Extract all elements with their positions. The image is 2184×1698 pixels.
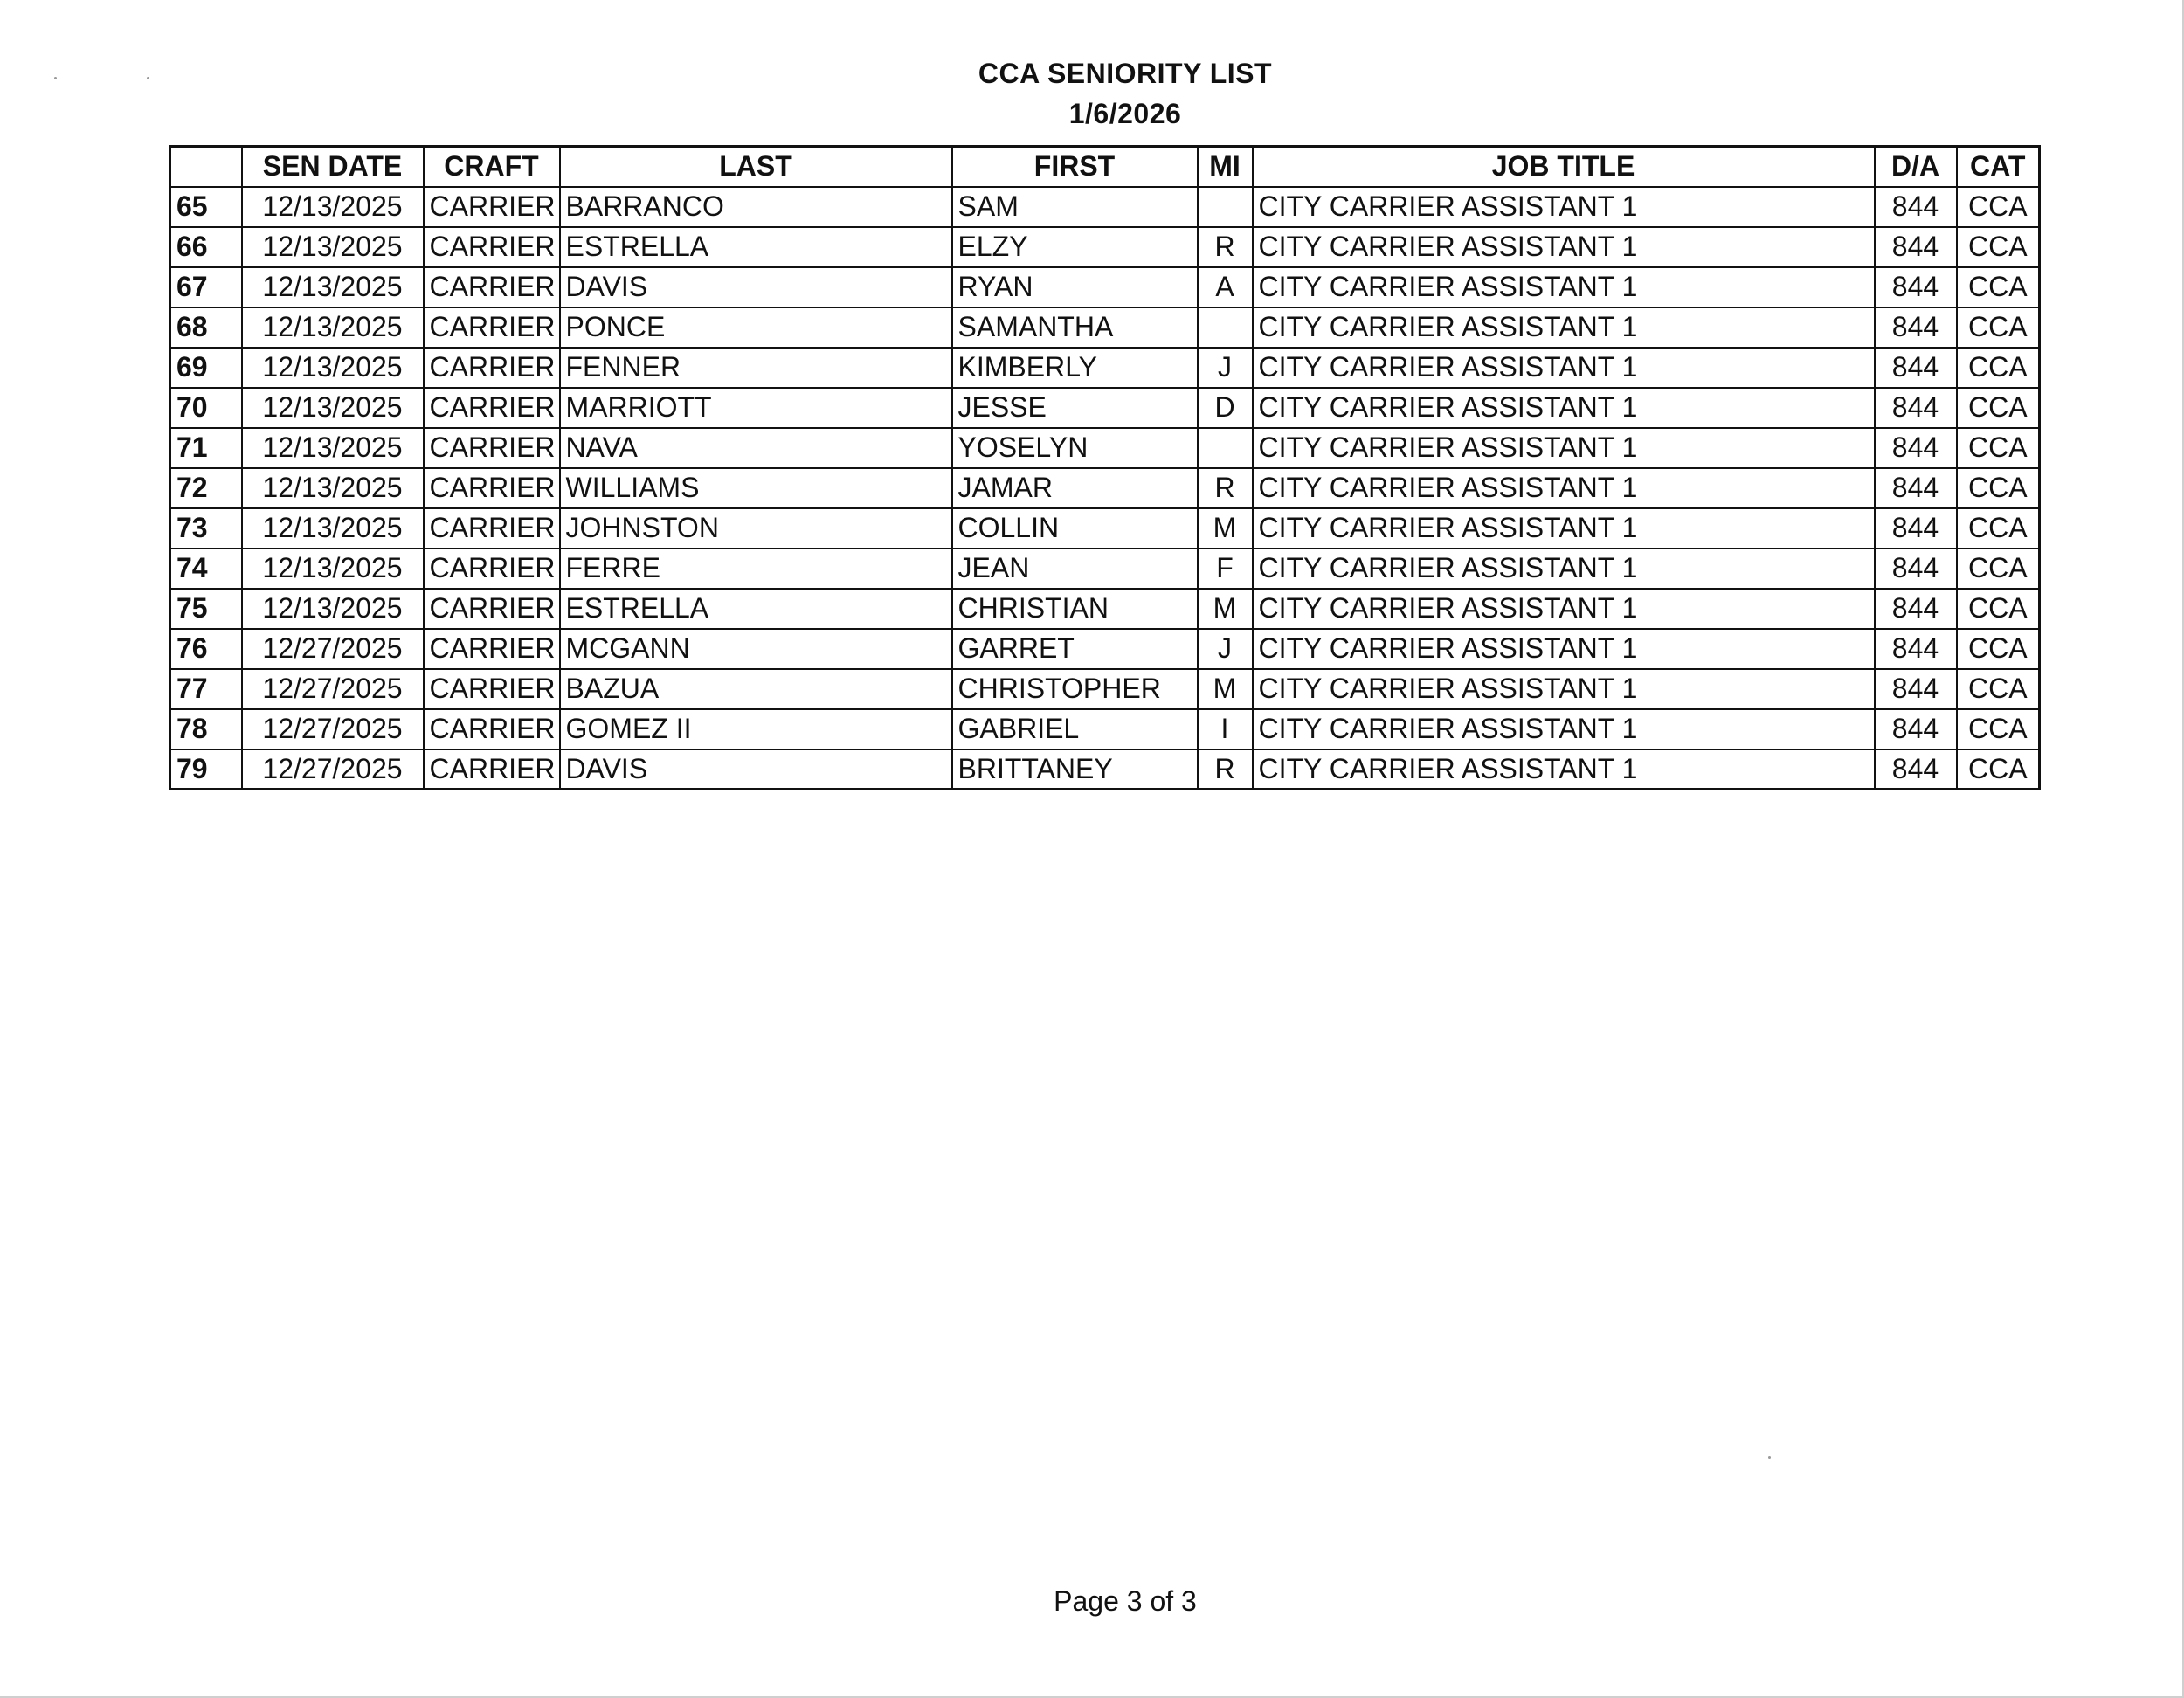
job-title-cell: CITY CARRIER ASSISTANT 1: [1253, 348, 1875, 388]
header-craft: CRAFT: [424, 147, 560, 187]
rank-cell: 77: [170, 669, 242, 709]
last-name-cell: DAVIS: [560, 749, 952, 790]
da-cell: 844: [1875, 468, 1957, 508]
da-cell: 844: [1875, 307, 1957, 348]
cat-cell: CCA: [1957, 669, 2040, 709]
cat-cell: CCA: [1957, 267, 2040, 307]
first-name-cell: KIMBERLY: [952, 348, 1198, 388]
cat-cell: CCA: [1957, 227, 2040, 267]
first-name-cell: SAMANTHA: [952, 307, 1198, 348]
cat-cell: CCA: [1957, 348, 2040, 388]
job-title-cell: CITY CARRIER ASSISTANT 1: [1253, 388, 1875, 428]
craft-cell: CARRIER: [424, 428, 560, 468]
last-name-cell: BAZUA: [560, 669, 952, 709]
cat-cell: CCA: [1957, 549, 2040, 589]
first-name-cell: JAMAR: [952, 468, 1198, 508]
rank-cell: 75: [170, 589, 242, 629]
mi-cell: M: [1198, 589, 1253, 629]
cat-cell: CCA: [1957, 508, 2040, 549]
first-name-cell: BRITTANEY: [952, 749, 1198, 790]
table-row: [170, 428, 2040, 468]
header-rank: [170, 147, 242, 187]
da-cell: 844: [1875, 749, 1957, 790]
job-title-cell: CITY CARRIER ASSISTANT 1: [1253, 709, 1875, 749]
first-name-cell: JESSE: [952, 388, 1198, 428]
craft-cell: CARRIER: [424, 187, 560, 227]
sen-date-cell: 12/13/2025: [242, 468, 424, 508]
mi-cell: M: [1198, 508, 1253, 549]
first-name-cell: GARRET: [952, 629, 1198, 669]
da-cell: 844: [1875, 589, 1957, 629]
job-title-cell: CITY CARRIER ASSISTANT 1: [1253, 227, 1875, 267]
first-name-cell: COLLIN: [952, 508, 1198, 549]
first-name-cell: CHRISTOPHER: [952, 669, 1198, 709]
da-cell: 844: [1875, 388, 1957, 428]
first-name-cell: JEAN: [952, 549, 1198, 589]
cat-cell: CCA: [1957, 468, 2040, 508]
sen-date-cell: 12/13/2025: [242, 227, 424, 267]
job-title-cell: CITY CARRIER ASSISTANT 1: [1253, 749, 1875, 790]
craft-cell: CARRIER: [424, 669, 560, 709]
header-sen-date: SEN DATE: [242, 147, 424, 187]
da-cell: 844: [1875, 508, 1957, 549]
first-name-cell: SAM: [952, 187, 1198, 227]
cat-cell: CCA: [1957, 709, 2040, 749]
mi-cell: R: [1198, 227, 1253, 267]
job-title-cell: CITY CARRIER ASSISTANT 1: [1253, 629, 1875, 669]
table-row: [170, 307, 2040, 348]
sen-date-cell: 12/13/2025: [242, 348, 424, 388]
sen-date-cell: 12/13/2025: [242, 508, 424, 549]
craft-cell: CARRIER: [424, 549, 560, 589]
job-title-cell: CITY CARRIER ASSISTANT 1: [1253, 549, 1875, 589]
first-name-cell: CHRISTIAN: [952, 589, 1198, 629]
cat-cell: CCA: [1957, 388, 2040, 428]
craft-cell: CARRIER: [424, 589, 560, 629]
table-row: [170, 589, 2040, 629]
cat-cell: CCA: [1957, 629, 2040, 669]
job-title-cell: CITY CARRIER ASSISTANT 1: [1253, 187, 1875, 227]
sen-date-cell: 12/13/2025: [242, 267, 424, 307]
mi-cell: J: [1198, 629, 1253, 669]
document-date: 1/6/2026: [1068, 98, 1182, 129]
job-title-cell: CITY CARRIER ASSISTANT 1: [1253, 428, 1875, 468]
craft-cell: CARRIER: [424, 629, 560, 669]
craft-cell: CARRIER: [424, 388, 560, 428]
craft-cell: CARRIER: [424, 508, 560, 549]
rank-cell: 68: [170, 307, 242, 348]
table-row: [170, 749, 2040, 790]
mi-cell: I: [1198, 709, 1253, 749]
craft-cell: CARRIER: [424, 749, 560, 790]
rank-cell: 79: [170, 749, 242, 790]
job-title-cell: CITY CARRIER ASSISTANT 1: [1253, 468, 1875, 508]
table-row: [170, 549, 2040, 589]
first-name-cell: GABRIEL: [952, 709, 1198, 749]
rank-cell: 74: [170, 549, 242, 589]
rank-cell: 67: [170, 267, 242, 307]
last-name-cell: MARRIOTT: [560, 388, 952, 428]
craft-cell: CARRIER: [424, 307, 560, 348]
first-name-cell: ELZY: [952, 227, 1198, 267]
table-row: [170, 709, 2040, 749]
cat-cell: CCA: [1957, 187, 2040, 227]
job-title-cell: CITY CARRIER ASSISTANT 1: [1253, 267, 1875, 307]
table-body: [170, 187, 2040, 790]
last-name-cell: DAVIS: [560, 267, 952, 307]
craft-cell: CARRIER: [424, 468, 560, 508]
header-da: D/A: [1875, 147, 1957, 187]
table-row: [170, 508, 2040, 549]
sen-date-cell: 12/27/2025: [242, 749, 424, 790]
job-title-cell: CITY CARRIER ASSISTANT 1: [1253, 307, 1875, 348]
mi-cell: R: [1198, 749, 1253, 790]
rank-cell: 72: [170, 468, 242, 508]
da-cell: 844: [1875, 348, 1957, 388]
rank-cell: 66: [170, 227, 242, 267]
job-title-cell: CITY CARRIER ASSISTANT 1: [1253, 669, 1875, 709]
sen-date-cell: 12/13/2025: [242, 549, 424, 589]
last-name-cell: PONCE: [560, 307, 952, 348]
table-row: [170, 669, 2040, 709]
header-first: FIRST: [952, 147, 1198, 187]
da-cell: 844: [1875, 227, 1957, 267]
craft-cell: CARRIER: [424, 227, 560, 267]
mi-cell: M: [1198, 669, 1253, 709]
sen-date-cell: 12/13/2025: [242, 428, 424, 468]
cat-cell: CCA: [1957, 589, 2040, 629]
mi-cell: [1198, 428, 1253, 468]
job-title-cell: CITY CARRIER ASSISTANT 1: [1253, 589, 1875, 629]
last-name-cell: WILLIAMS: [560, 468, 952, 508]
mi-cell: A: [1198, 267, 1253, 307]
last-name-cell: FENNER: [560, 348, 952, 388]
table-row: [170, 348, 2040, 388]
da-cell: 844: [1875, 549, 1957, 589]
craft-cell: CARRIER: [424, 348, 560, 388]
rank-cell: 65: [170, 187, 242, 227]
sen-date-cell: 12/13/2025: [242, 589, 424, 629]
last-name-cell: GOMEZ II: [560, 709, 952, 749]
mi-cell: R: [1198, 468, 1253, 508]
da-cell: 844: [1875, 629, 1957, 669]
da-cell: 844: [1875, 709, 1957, 749]
table-row: [170, 388, 2040, 428]
sen-date-cell: 12/27/2025: [242, 709, 424, 749]
last-name-cell: NAVA: [560, 428, 952, 468]
first-name-cell: YOSELYN: [952, 428, 1198, 468]
rank-cell: 73: [170, 508, 242, 549]
sen-date-cell: 12/27/2025: [242, 669, 424, 709]
last-name-cell: JOHNSTON: [560, 508, 952, 549]
rank-cell: 70: [170, 388, 242, 428]
table-header-row: [170, 147, 2040, 187]
last-name-cell: ESTRELLA: [560, 227, 952, 267]
page-footer: Page 3 of 3: [1054, 1585, 1197, 1617]
sen-date-cell: 12/27/2025: [242, 629, 424, 669]
mi-cell: F: [1198, 549, 1253, 589]
table-row: [170, 227, 2040, 267]
cat-cell: CCA: [1957, 428, 2040, 468]
scan-speck: [1768, 1456, 1771, 1459]
mi-cell: D: [1198, 388, 1253, 428]
rank-cell: 71: [170, 428, 242, 468]
last-name-cell: FERRE: [560, 549, 952, 589]
document-title: CCA SENIORITY LIST: [978, 58, 1273, 89]
da-cell: 844: [1875, 267, 1957, 307]
sen-date-cell: 12/13/2025: [242, 307, 424, 348]
cat-cell: CCA: [1957, 307, 2040, 348]
da-cell: 844: [1875, 187, 1957, 227]
rank-cell: 69: [170, 348, 242, 388]
craft-cell: CARRIER: [424, 267, 560, 307]
rank-cell: 78: [170, 709, 242, 749]
table-row: [170, 468, 2040, 508]
sen-date-cell: 12/13/2025: [242, 187, 424, 227]
da-cell: 844: [1875, 669, 1957, 709]
last-name-cell: MCGANN: [560, 629, 952, 669]
craft-cell: CARRIER: [424, 709, 560, 749]
mi-cell: J: [1198, 348, 1253, 388]
sen-date-cell: 12/13/2025: [242, 388, 424, 428]
last-name-cell: BARRANCO: [560, 187, 952, 227]
header-cat: CAT: [1957, 147, 2040, 187]
header-job-title: JOB TITLE: [1253, 147, 1875, 187]
mi-cell: [1198, 307, 1253, 348]
first-name-cell: RYAN: [952, 267, 1198, 307]
job-title-cell: CITY CARRIER ASSISTANT 1: [1253, 508, 1875, 549]
da-cell: 844: [1875, 428, 1957, 468]
last-name-cell: ESTRELLA: [560, 589, 952, 629]
mi-cell: [1198, 187, 1253, 227]
cat-cell: CCA: [1957, 749, 2040, 790]
table-row: [170, 267, 2040, 307]
table-row: [170, 629, 2040, 669]
seniority-table: [169, 145, 2041, 790]
table-row: [170, 187, 2040, 227]
header-last: LAST: [560, 147, 952, 187]
rank-cell: 76: [170, 629, 242, 669]
header-mi: MI: [1198, 147, 1253, 187]
